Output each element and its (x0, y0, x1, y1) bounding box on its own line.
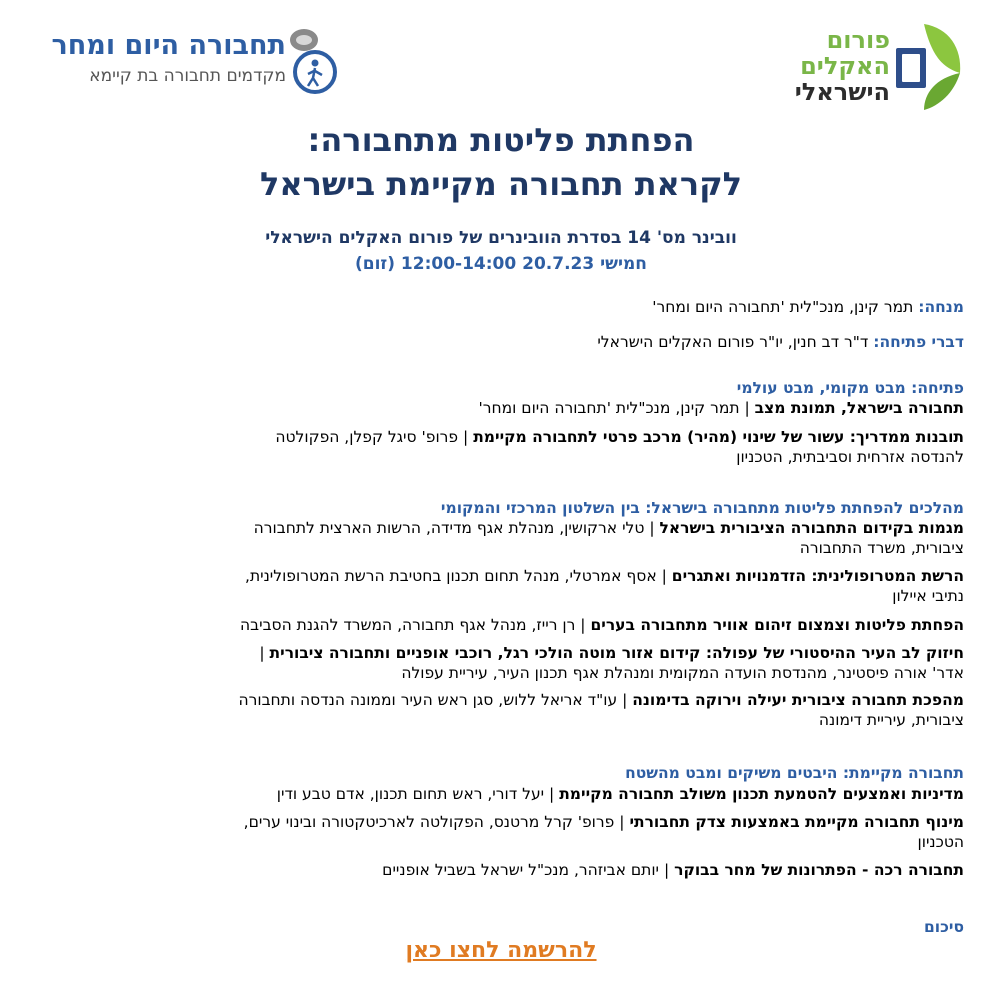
section-heading: מהלכים להפחתת פליטות מתחבורה בישראל: בין השלטון המרכזי והמקומי (440, 499, 964, 517)
svg-text:הישראלי: הישראלי (794, 78, 890, 106)
item-speaker-cont: להנדסה אזרחית וסביבתית, הטכניון (736, 448, 964, 466)
item-speaker: | רן רייז, מנהל אגף תחבורה, המשרד להגנת הסביבה (240, 616, 586, 634)
agenda-item (34, 615, 964, 635)
opening-label: דברי פתיחה: (873, 333, 964, 351)
item-speaker: | תמר קינן, מנכ"לית 'תחבורה היום ומחר' (478, 399, 750, 417)
item-title: תובנות ממדריך: עשור של שינוי (מהיר) מרכב פרטי לתחבורה מקיימת (473, 428, 964, 446)
item-speaker: | עו"ד אריאל ללוש, סגן ראש העיר וממונה הנדסה ותחבורה (238, 691, 628, 709)
svg-text:תחבורה היום ומחר: תחבורה היום ומחר (51, 30, 286, 61)
item-title: תחבורה בישראל, תמונת מצב (754, 399, 964, 417)
agenda-item (34, 812, 964, 852)
section-heading: פתיחה: מבט מקומי, מבט עולמי (736, 379, 964, 397)
item-title: תחבורה רכה - הפתרונות של מחר בבוקר (674, 861, 964, 879)
section-heading: תחבורה מקיימת: היבטים משיקים ומבט מהשטח (625, 764, 964, 782)
register-link[interactable]: להרשמה לחצו כאן (405, 938, 597, 963)
item-title: הרשת המטרופולינית: הזדמנויות ואתגרים (671, 567, 964, 585)
agenda-item (34, 690, 964, 730)
item-title: מינוף תחבורה מקיימת באמצעות צדק תחבורתי (629, 813, 964, 831)
item-speaker-cont: אדר' אורה פיסטינר, מהנדסת הועדה המקומית ומנהלת אגף תכנון העיר, עיריית עפולה (401, 664, 964, 682)
opening-line (34, 332, 964, 352)
item-speaker-cont: ציבורית, עיריית דימונה (818, 711, 964, 729)
svg-text:פורום: פורום (826, 26, 890, 54)
agenda-item (34, 427, 964, 467)
summary-label: סיכום (924, 918, 964, 936)
climate-forum-logo (774, 18, 964, 113)
transport-today-logo (42, 26, 342, 96)
item-title: מהפכת תחבורה ציבורית יעילה וירוקה בדימונה (632, 691, 964, 709)
svg-text:האקלים: האקלים (800, 52, 890, 80)
page-title-line2: לקראת תחבורה מקיימת בישראל (259, 165, 743, 203)
agenda-item (34, 860, 964, 880)
page-title-line1: הפחתת פליטות מתחבורה: (307, 121, 695, 159)
item-speaker-cont: ציבורית, משרד התחבורה (799, 539, 964, 557)
host-label: מנחה: (918, 298, 964, 316)
leaf-icon (924, 24, 960, 73)
item-speaker: | (259, 644, 265, 662)
item-title: מגמות בקידום התחבורה הציבורית בישראל (659, 519, 964, 537)
item-title: הפחתת פליטות וצמצום זיהום אוויר מתחבורה בערים (590, 616, 964, 634)
webinar-subtitle: וובינר מס' 14 בסדרת הוובינרים של פורום האקלים הישראלי (265, 228, 737, 248)
item-speaker: | טלי ארקושין, מנהלת אגף מדידה, הרשות הארצית לתחבורה (253, 519, 655, 537)
webinar-datetime: חמישי 20.7.23 12:00-14:00 (זום) (354, 254, 647, 274)
host-line (34, 297, 964, 317)
agenda-item (34, 518, 964, 558)
agenda-item (34, 643, 964, 683)
agenda-item (34, 784, 964, 804)
item-speaker: | יעל דורי, ראש תחום תכנון, אדם טבע ודין (276, 785, 555, 803)
item-speaker-cont: נתיבי איילון (892, 587, 964, 605)
svg-text:מקדמים תחבורה בת קיימא: מקדמים תחבורה בת קיימא (89, 66, 286, 86)
item-title: מדיניות ואמצעים להטמעת תכנון משולב תחבורה מקיימת (559, 785, 964, 803)
agenda-item (34, 566, 964, 606)
item-speaker: | אסף אמרטלי, מנהל תחום תכנון בחטיבת הרשת המטרופולינית, (245, 567, 667, 585)
item-speaker-cont: הטכניון (917, 833, 964, 851)
item-speaker: | פרופ' קרל מרטנס, הפקולטה לארכיטקטורה ובינוי ערים, (243, 813, 625, 831)
host-text: תמר קינן, מנכ"לית 'תחבורה היום ומחר' (652, 298, 914, 316)
item-title: חיזוק לב העיר ההיסטורי של עפולה: קידום אזור מוטה הולכי רגל, רוכבי אופניים ותחבורה ציבורית (269, 644, 964, 662)
opening-text: ד"ר דב חנין, יו"ר פורום האקלים הישראלי (597, 333, 869, 351)
item-speaker: | יותם אביזהר, מנכ"ל ישראל בשביל אופניים (382, 861, 670, 879)
item-speaker: | פרופ' סיגל קפלן, הפקולטה (275, 428, 469, 446)
agenda-item (34, 398, 964, 418)
